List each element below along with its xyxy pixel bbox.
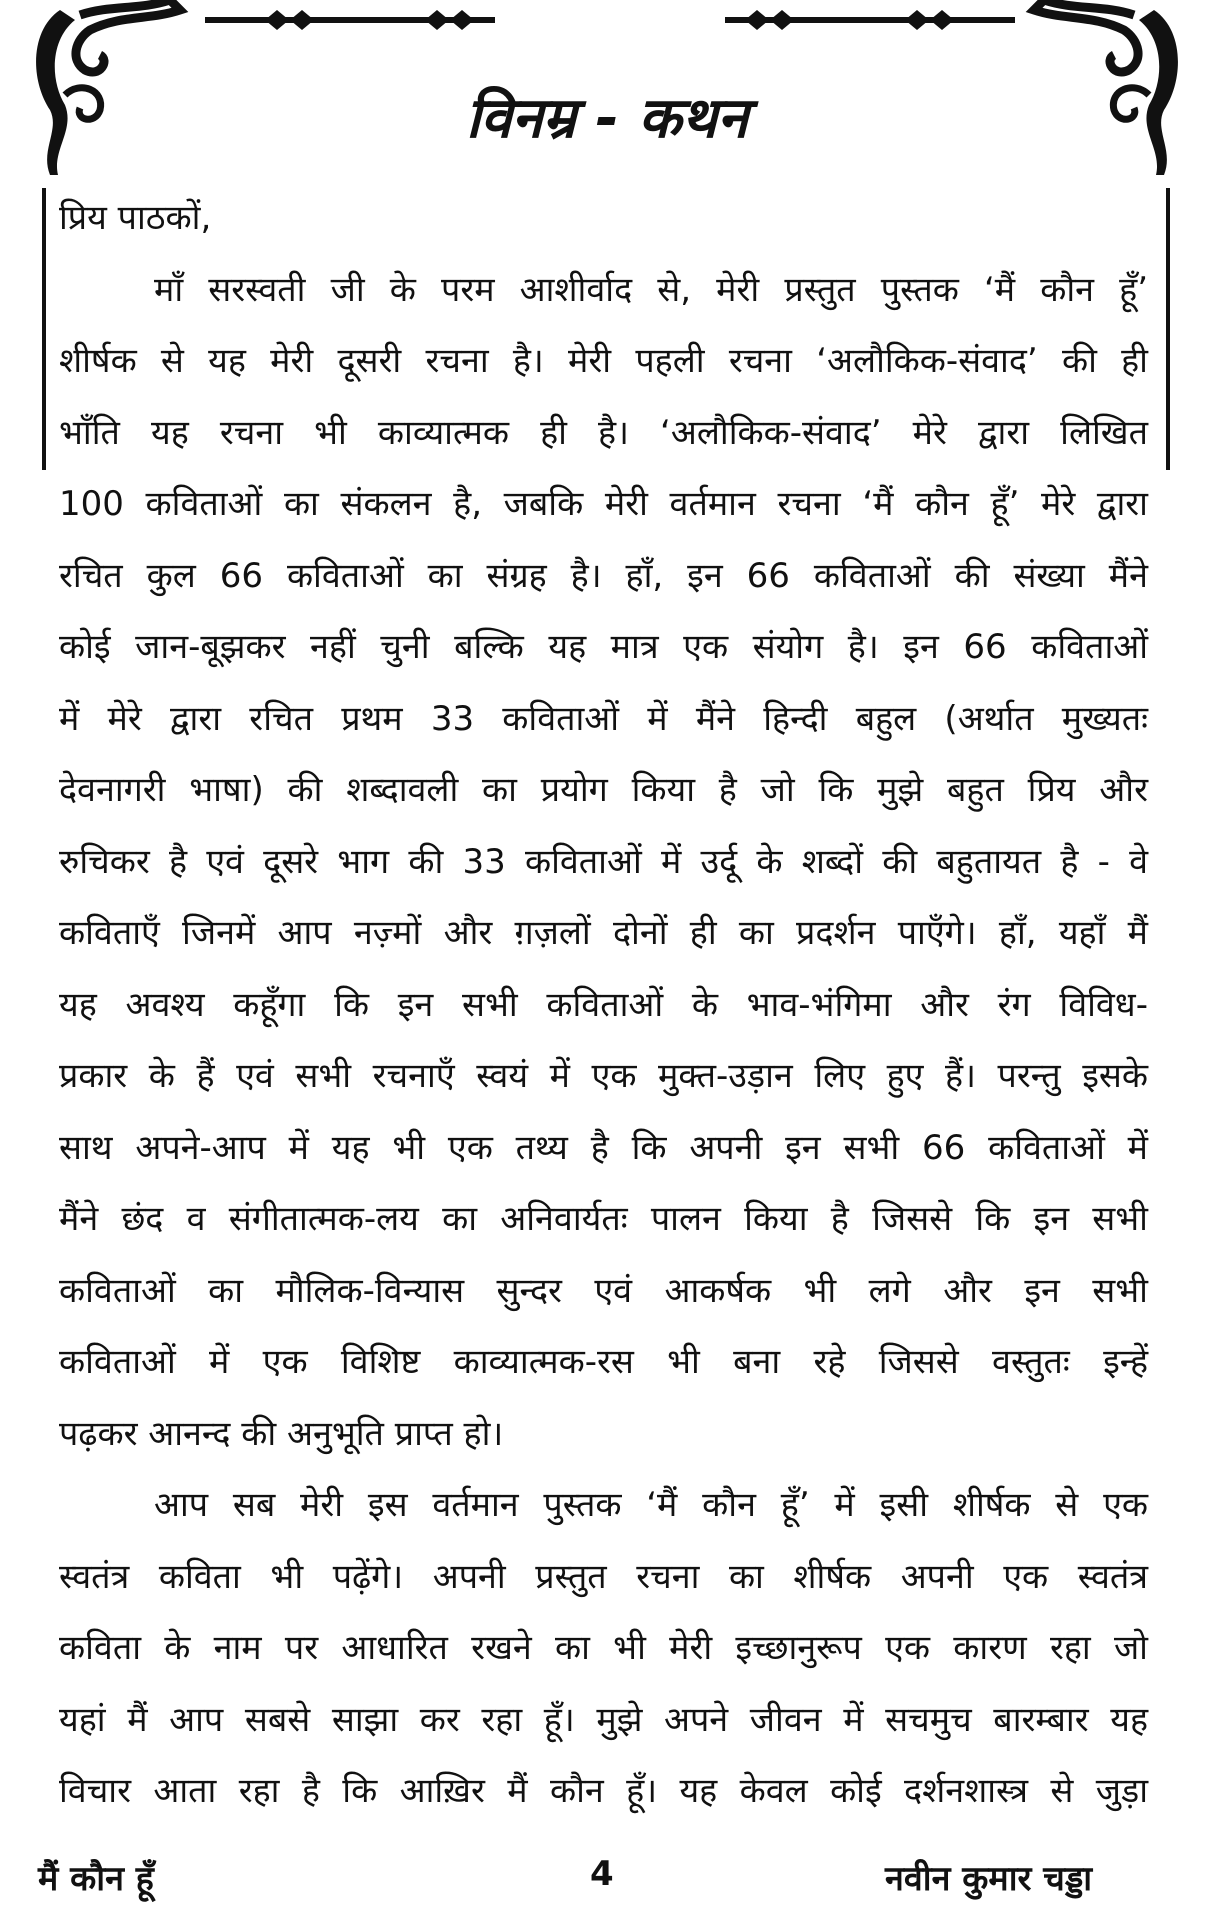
page-number: 4 [590,1854,614,1894]
rule-ornament-left-icon [205,0,505,40]
text-line: शीर्षक से यह मेरी दूसरी रचना है। मेरी पहली रचना ‘अलौकिक-संवाद’ की ही [59,341,1148,381]
text-line: कोई जान-बूझकर नहीं चुनी बल्कि यह मात्र एक संयोग है। इन 66 कविताओं [59,627,1148,667]
page-title: विनम्र - कथन [465,86,749,151]
text-line: साथ अपने-आप में यह भी एक तथ्य है कि अपनी इन सभी 66 कविताओं में [59,1127,1148,1168]
text-line: पढ़कर आनन्द की अनुभूति प्राप्त हो। [59,1413,504,1454]
text-line: कविता के नाम पर आधारित रखने का भी मेरी इच्छानुरूप एक कारण रहा जो [59,1628,1148,1668]
text-line: कविताएँ जिनमें आप नज़्मों और ग़ज़लों दोनों ही का प्रदर्शन पाएँगे। हाँ, यहाँ मैं [59,913,1148,953]
text-line: स्वतंत्र कविता भी पढ़ेंगे। अपनी प्रस्तुत रचना का शीर्षक अपनी एक स्वतंत्र [59,1556,1148,1597]
text-line: मैंने छंद व संगीतात्मक-लय का अनिवार्यतः पालन किया है जिससे कि इन सभी [59,1199,1148,1239]
salutation: प्रिय पाठकों, [59,198,212,238]
text-line: यहां मैं आप सबसे साझा कर रहा हूँ। मुझे अपने जीवन में सचमुच बारम्बार यह [59,1699,1148,1740]
text-line: देवनागरी भाषा) की शब्दावली का प्रयोग किया है जो कि मुझे बहुत प्रिय और [59,770,1148,810]
text-line: में मेरे द्वारा रचित प्रथम 33 कविताओं में मैंने हिन्दी बहुल (अर्थात मुख्यतः [59,698,1148,739]
rule-ornament-right-icon [715,0,1015,40]
text-line: भाँति यह रचना भी काव्यात्मक ही है। ‘अलौकिक-संवाद’ मेरे द्वारा लिखित [59,412,1148,453]
text-line: विचार आता रहा है कि आख़िर मैं कौन हूँ। यह केवल कोई दर्शनशास्त्र से जुड़ा [59,1771,1148,1811]
text-line: आप सब मेरी इस वर्तमान पुस्तक ‘मैं कौन हूँ’ में इसी शीर्षक से एक [154,1485,1148,1525]
text-line: 100 कविताओं का संकलन है, जबकि मेरी वर्तमान रचना ‘मैं कौन हूँ’ मेरे द्वारा [59,484,1148,524]
text-line: कविताओं में एक विशिष्ट काव्यात्मक-रस भी बना रहे जिससे वस्तुतः इन्हें [59,1342,1148,1382]
text-line: रचित कुल 66 कविताओं का संग्रह है। हाँ, इन 66 कविताओं की संख्या मैंने [59,555,1148,596]
text-line: कविताओं का मौलिक-विन्यास सुन्दर एवं आकर्षक भी लगे और इन सभी [59,1270,1148,1311]
footer-author: नवीन कुमार चड्डा [885,1859,1093,1899]
text-line: यह अवश्य कहूँगा कि इन सभी कविताओं के भाव-भंगिमा और रंग विविध- [59,984,1148,1025]
left-border-rule [42,188,46,470]
right-border-rule [1166,188,1170,470]
text-line: माँ सरस्वती जी के परम आशीर्वाद से, मेरी प्रस्तुत पुस्तक ‘मैं कौन हूँ’ [154,269,1148,310]
footer-book-title: मैं कौन हूँ [38,1859,154,1899]
text-line: प्रकार के हैं एवं सभी रचनाएँ स्वयं में एक मुक्त-उड़ान लिए हुए हैं। परन्तु इसके [59,1056,1148,1096]
text-line: रुचिकर है एवं दूसरे भाग की 33 कविताओं में उर्दू के शब्दों की बहुतायत है - वे [59,841,1148,882]
